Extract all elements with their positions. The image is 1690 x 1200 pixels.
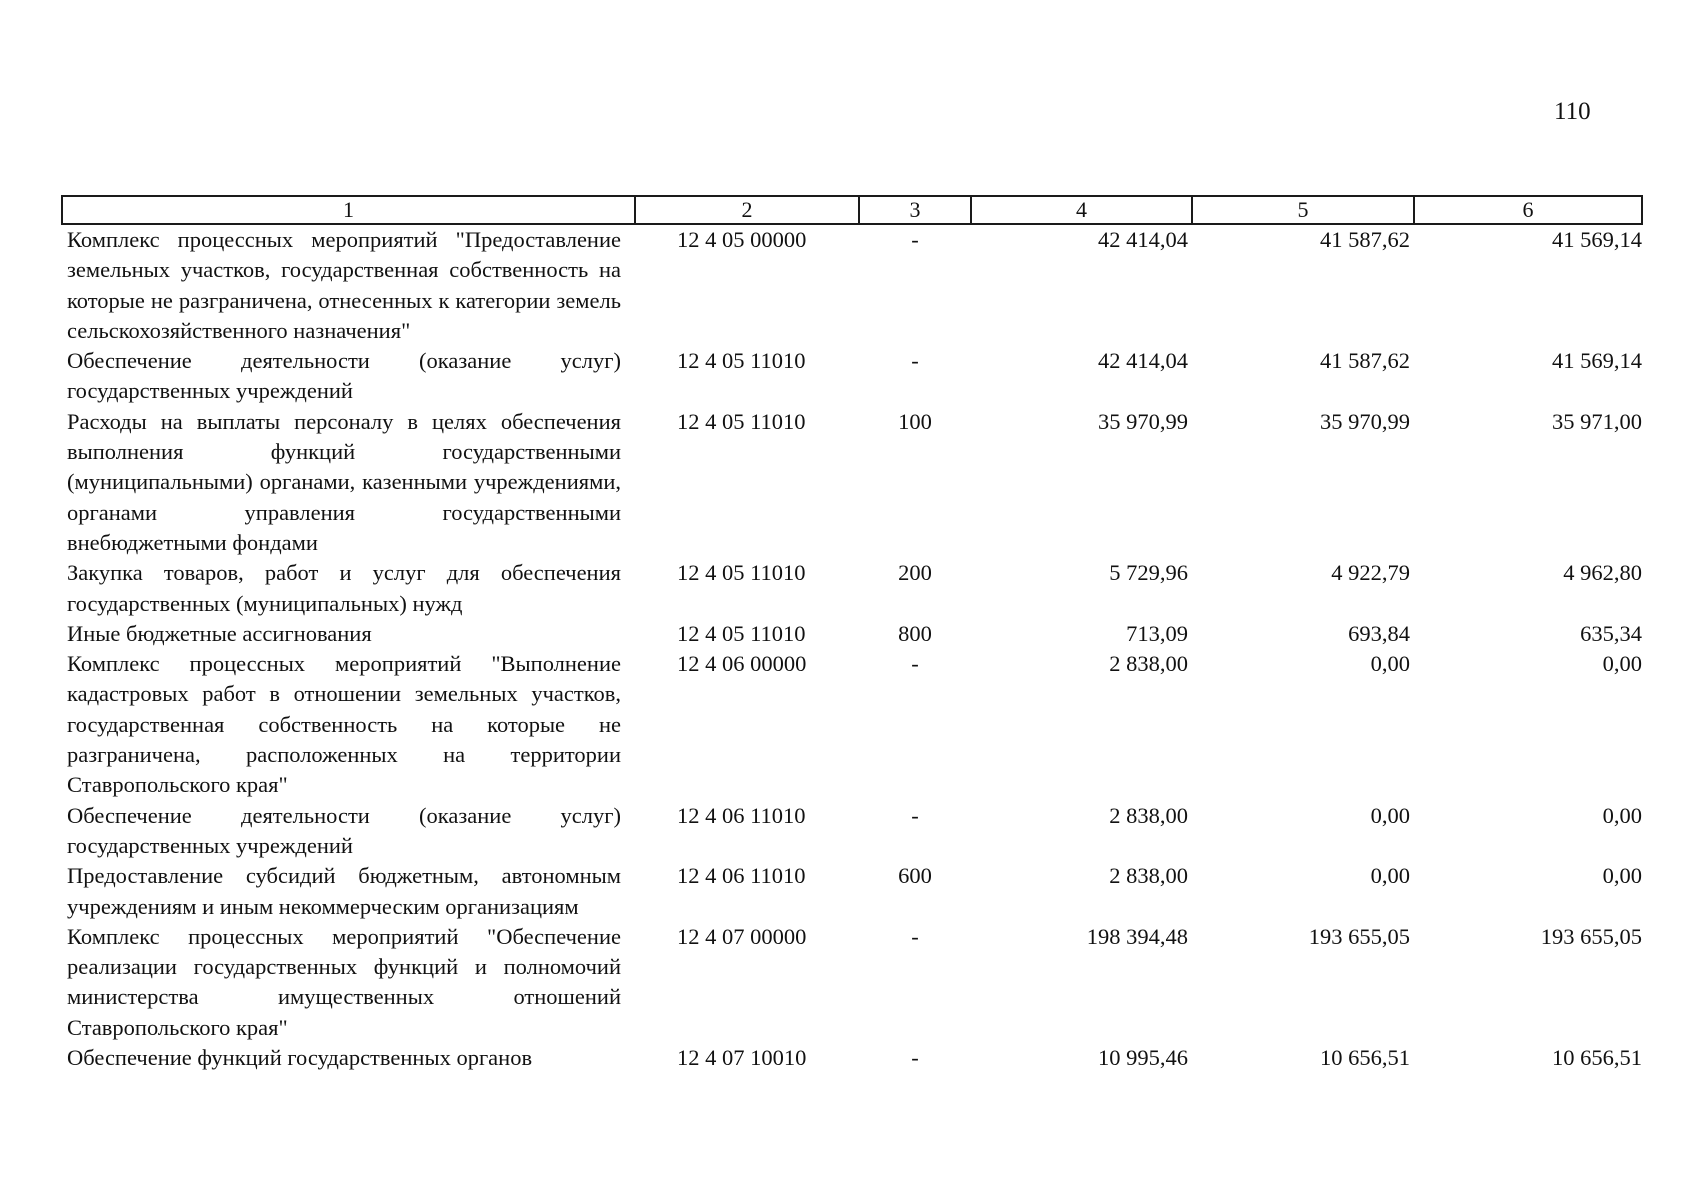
budget-table [61,195,1643,1073]
row-value-4: 42 414,04 [1098,348,1188,374]
row-expense-type: - [911,227,919,252]
row-code: 12 4 05 11010 [677,560,806,586]
table-row [62,558,1642,619]
row-expense-type: - [911,923,919,949]
table-row [62,407,1642,558]
table-row [62,861,1642,922]
table-row [62,649,1642,800]
row-value-5: 41 587,62 [1320,227,1410,252]
header-row [62,196,1642,224]
row-value-6: 41 569,14 [1552,348,1642,374]
row-value-4: 42 414,04 [1098,227,1188,252]
row-name: Иные бюджетные ассигнования [67,620,372,646]
table-row [62,922,1642,1043]
row-value-6: 193 655,05 [1540,923,1642,949]
column-header-2: 2 [635,196,859,224]
row-value-6: 4 962,80 [1563,560,1642,586]
column-header-3: 3 [859,196,971,224]
row-code: 12 4 07 10010 [677,1045,807,1071]
row-value-4: 198 394,48 [1086,923,1188,949]
row-value-5: 41 587,62 [1320,348,1410,374]
row-name: Обеспечение деятельности (оказание услуг) государственных учреждений [67,802,621,858]
row-expense-type: - [911,1045,919,1071]
column-header-1: 1 [62,196,635,224]
row-value-6: 0,00 [1602,802,1642,828]
column-header-5: 5 [1192,196,1414,224]
row-value-4: 2 838,00 [1109,651,1188,677]
row-expense-type: 600 [898,863,932,889]
row-name: Комплекс процессных мероприятий "Обеспечение реализации государственных функций и полномочий министерства имущественных отношений Ставропольского края" [67,923,621,1040]
row-expense-type: - [911,802,919,828]
column-header-6: 6 [1414,196,1642,224]
row-name: Обеспечение функций государственных органов [67,1045,533,1071]
row-value-4: 2 838,00 [1109,802,1188,828]
row-value-4: 2 838,00 [1109,863,1188,889]
row-code: 12 4 06 00000 [677,651,807,677]
row-name: Расходы на выплаты персоналу в целях обеспечения выполнения функций государственными (муниципальными) органами, казенными учреждениями, органами управления государственными внебюджетными фондами [67,408,621,555]
row-expense-type: - [911,651,919,677]
column-header-4: 4 [971,196,1192,224]
row-code: 12 4 05 11010 [677,408,806,434]
row-value-4: 35 970,99 [1098,408,1188,434]
row-value-5: 693,84 [1348,620,1410,646]
row-expense-type: - [911,348,919,374]
row-value-4: 5 729,96 [1109,560,1188,586]
table-row [62,619,1642,649]
row-value-5: 0,00 [1370,863,1410,889]
row-code: 12 4 05 11010 [677,348,806,374]
row-value-6: 0,00 [1602,863,1642,889]
row-value-5: 35 970,99 [1320,408,1410,434]
row-code: 12 4 05 11010 [677,620,806,646]
row-code: 12 4 06 11010 [677,863,806,889]
row-value-4: 713,09 [1126,620,1188,646]
row-value-6: 41 569,14 [1552,227,1642,252]
row-name: Закупка товаров, работ и услуг для обеспечения государственных (муниципальных) нужд [67,560,621,616]
page-number: 110 [1554,98,1591,125]
row-name: Обеспечение деятельности (оказание услуг) государственных учреждений [67,348,621,404]
table-body [62,224,1642,1073]
table-row [62,1043,1642,1073]
row-value-6: 10 656,51 [1552,1045,1642,1071]
row-code: 12 4 07 00000 [677,923,807,949]
row-value-5: 0,00 [1370,651,1410,677]
table-header [62,196,1642,224]
row-name: Комплекс процессных мероприятий "Выполнение кадастровых работ в отношении земельных участков, государственная собственность на которые не разграничена, расположенных на территории Ставропольского края" [67,651,621,798]
row-expense-type: 100 [898,408,932,434]
row-expense-type: 200 [898,560,932,586]
row-code: 12 4 05 00000 [677,227,807,252]
row-value-6: 35 971,00 [1552,408,1642,434]
table-row [62,346,1642,407]
table-row [62,801,1642,862]
row-expense-type: 800 [898,620,932,646]
row-name: Комплекс процессных мероприятий "Предоставление земельных участков, государственная собственность на которые не разграничена, отнесенных к категории земель сельскохозяйственного назначения" [67,227,621,343]
row-code: 12 4 06 11010 [677,802,806,828]
row-value-5: 193 655,05 [1308,923,1410,949]
table-row [62,224,1642,346]
row-value-4: 10 995,46 [1098,1045,1188,1071]
row-value-5: 10 656,51 [1320,1045,1410,1071]
row-name: Предоставление субсидий бюджетным, автономным учреждениям и иным некоммерческим организациям [67,863,621,919]
row-value-5: 4 922,79 [1331,560,1410,586]
row-value-6: 0,00 [1602,651,1642,677]
row-value-5: 0,00 [1370,802,1410,828]
row-value-6: 635,34 [1580,620,1642,646]
